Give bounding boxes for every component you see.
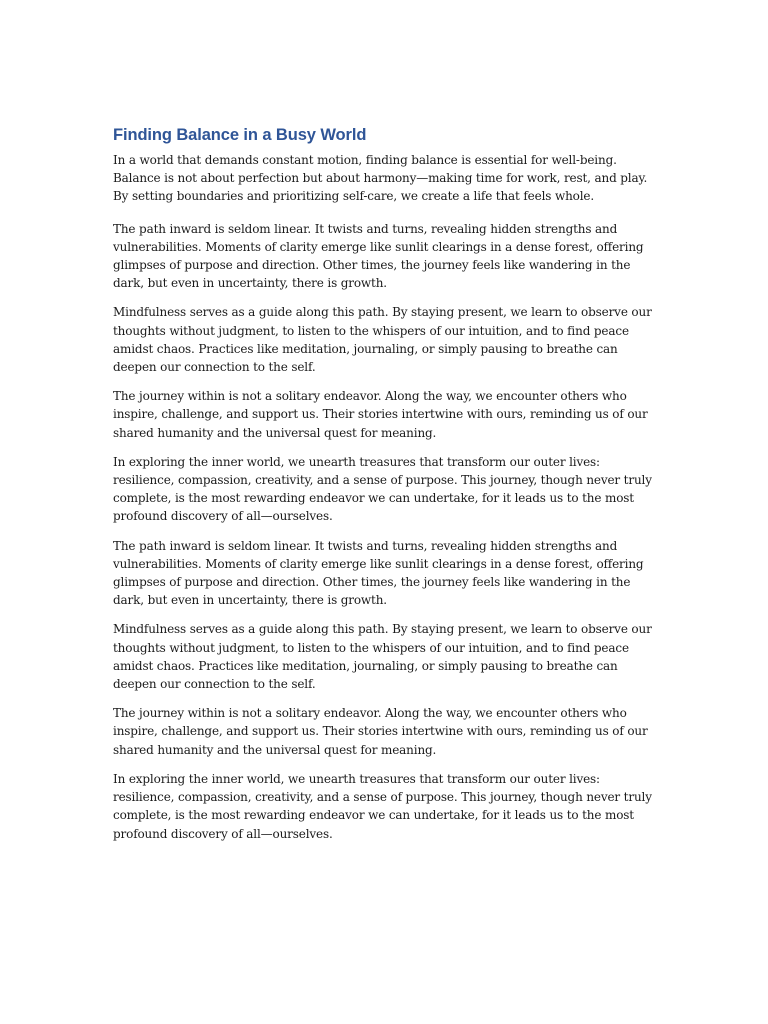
document-page bbox=[113, 124, 658, 854]
paragraph-8: The journey within is not a solitary endeavor. Along the way, we encounter others who inspire, challenge, and support us. Their stories intertwine with ours, reminding us of our shared humanity and the universal quest for meaning. bbox=[113, 706, 648, 757]
paragraph-1: In a world that demands constant motion, finding balance is essential for well-being. Balance is not about perfection but about harmony—making time for work, rest, and play. By setting boundaries and prioritizing self-care, we create a life that feels whole. bbox=[113, 153, 648, 204]
paragraph-7: Mindfulness serves as a guide along this path. By staying present, we learn to observe our thoughts without judgment, to listen to the whispers of our intuition, and to find peace amidst chaos. Practices like meditation, journaling, or simply pausing to breathe can deepen our connection to the self. bbox=[113, 622, 652, 692]
paragraph-9: In exploring the inner world, we unearth treasures that transform our outer lives: resilience, compassion, creativity, and a sense of purpose. This journey, though never truly complete, is the most rewarding endeavor we can undertake, for it leads us to the most profound discovery of all—ourselves. bbox=[113, 771, 652, 841]
paragraph-4: The journey within is not a solitary endeavor. Along the way, we encounter others who inspire, challenge, and support us. Their stories intertwine with ours, reminding us of our shared humanity and the universal quest for meaning. bbox=[113, 389, 648, 440]
paragraph-5: In exploring the inner world, we unearth treasures that transform our outer lives: resilience, compassion, creativity, and a sense of purpose. This journey, though never truly complete, is the most rewarding endeavor we can undertake, for it leads us to the most profound discovery of all—ourselves. bbox=[113, 454, 652, 524]
document-title: Finding Balance in a Busy World bbox=[113, 126, 367, 144]
paragraph-2: The path inward is seldom linear. It twists and turns, revealing hidden strengths and vulnerabilities. Moments of clarity emerge like sunlit clearings in a dense forest, offering glimpses of purpose and direction. Other times, the journey feels like wandering in the dark, but even in uncertainty, there is growth. bbox=[113, 221, 644, 291]
paragraph-3: Mindfulness serves as a guide along this path. By staying present, we learn to observe our thoughts without judgment, to listen to the whispers of our intuition, and to find peace amidst chaos. Practices like meditation, journaling, or simply pausing to breathe can deepen our connection to the self. bbox=[113, 305, 652, 375]
paragraph-6: The path inward is seldom linear. It twists and turns, revealing hidden strengths and vulnerabilities. Moments of clarity emerge like sunlit clearings in a dense forest, offering glimpses of purpose and direction. Other times, the journey feels like wandering in the dark, but even in uncertainty, there is growth. bbox=[113, 538, 644, 608]
